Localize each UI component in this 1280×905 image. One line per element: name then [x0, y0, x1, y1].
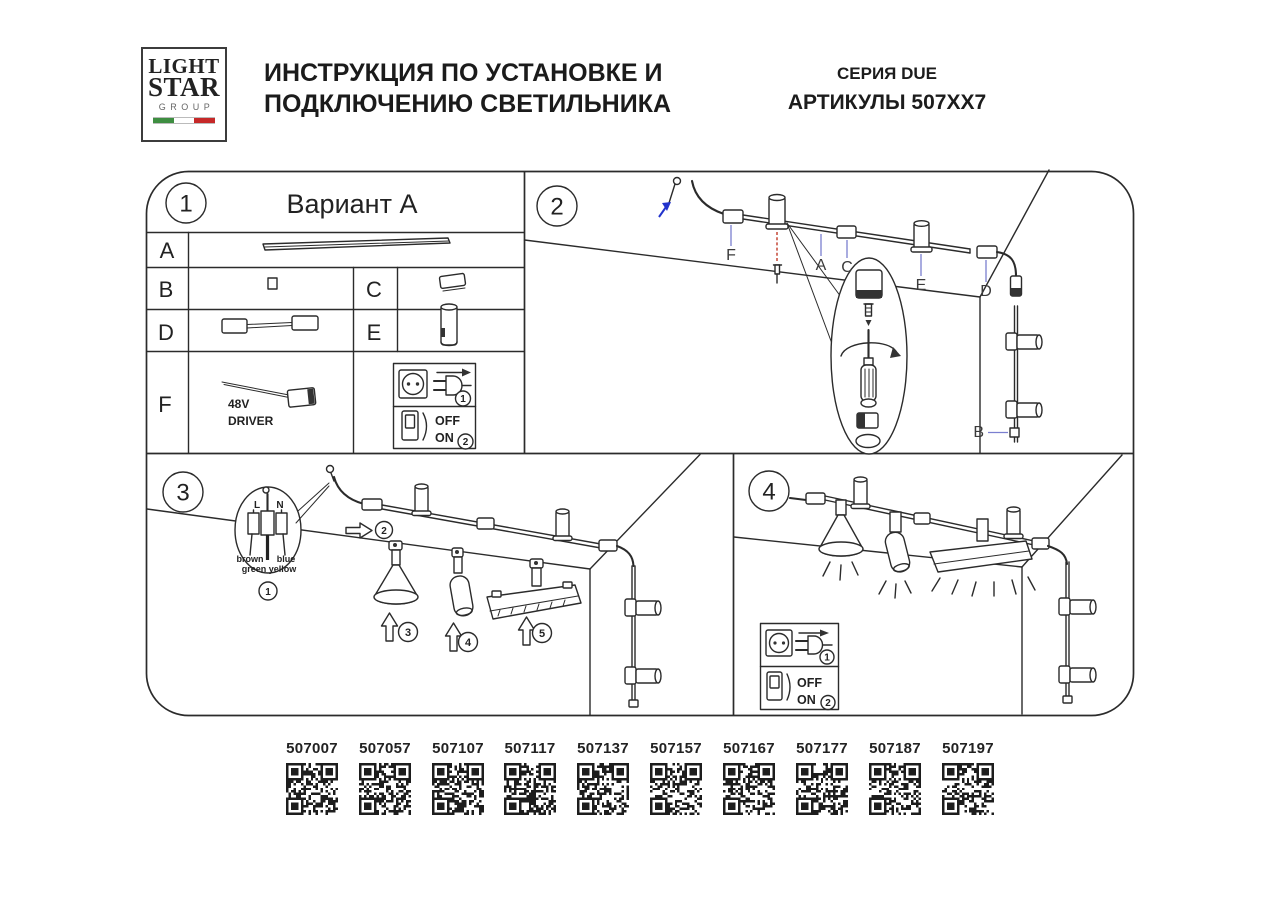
article-number: 507177 — [796, 740, 848, 757]
svg-text:1: 1 — [265, 587, 271, 598]
article-number: 507157 — [650, 740, 702, 757]
ceiling-hook-icon — [327, 466, 335, 482]
blue-arrow-icon — [659, 202, 671, 217]
step-badge-3 — [399, 623, 418, 642]
track-stand-2 — [1004, 507, 1023, 539]
qr-code-icon — [796, 763, 848, 815]
qr-code-icon — [504, 763, 556, 815]
article-number: 507107 — [432, 740, 484, 757]
part-icon-flex-link — [222, 316, 318, 333]
wire-label-brown: brown — [236, 554, 264, 564]
step-badge-5 — [533, 624, 552, 643]
driver-name-label: DRIVER — [228, 414, 274, 428]
wire-label-neutral: N — [276, 500, 284, 511]
article-item — [420, 740, 496, 820]
article-number: 507137 — [577, 740, 629, 757]
qr-code-icon — [650, 763, 702, 815]
article-number: 507057 — [359, 740, 411, 757]
article-number: 507117 — [504, 740, 556, 757]
callout-line-1 — [787, 223, 841, 297]
wall-lamp-1 — [1006, 333, 1042, 350]
wiring-detail-callout — [235, 483, 329, 574]
svg-text:1: 1 — [460, 394, 466, 405]
panel-3-number: 3 — [176, 479, 190, 507]
part-label-b: B — [973, 424, 984, 441]
feed-connector — [806, 493, 825, 504]
wall-lamp-2 — [1059, 666, 1096, 683]
legend-step-2 — [821, 696, 835, 710]
qr-code-icon — [432, 763, 484, 815]
article-item — [347, 740, 423, 820]
part-icon-track — [263, 238, 450, 250]
article-item — [711, 740, 787, 820]
step-circle-1 — [166, 183, 206, 223]
room-perspective-lines — [525, 170, 1050, 453]
wire-label-earth: green yellow — [241, 564, 297, 574]
power-cable — [334, 477, 364, 504]
wall-lamp-1 — [625, 599, 661, 616]
wall-lamp-2 — [625, 667, 661, 684]
qr-code-icon — [286, 763, 338, 815]
track-connector-c — [837, 226, 856, 238]
wire-label-live: L — [253, 500, 261, 511]
power-cable — [692, 181, 724, 214]
legend-step-1 — [456, 391, 471, 406]
row-label-b: B — [158, 277, 174, 302]
corner-cable — [617, 546, 634, 566]
wall-lamp-2 — [1006, 401, 1042, 418]
qr-code-icon — [942, 763, 994, 815]
track-stand-1 — [412, 484, 431, 516]
articles-heading: АРТИКУЛЫ 507XX7 — [787, 91, 987, 114]
row-label-a: A — [159, 238, 175, 263]
step-circle-2 — [537, 186, 577, 226]
magnifier-callout — [831, 258, 907, 454]
driver-voltage-label: 48V — [228, 397, 250, 411]
svg-text:5: 5 — [538, 628, 546, 640]
step-circle-4 — [749, 471, 789, 511]
panel-2-number: 2 — [550, 193, 564, 221]
legend-step-2 — [458, 434, 473, 449]
power-socket-icon — [766, 630, 792, 656]
power-legend-box — [761, 624, 839, 710]
article-item — [784, 740, 860, 820]
power-cable — [790, 498, 806, 500]
corner-connector-d — [977, 246, 997, 258]
article-number: 507197 — [942, 740, 994, 757]
track-connector — [914, 513, 930, 524]
mounting-screw — [774, 265, 782, 283]
power-legend-box — [394, 364, 476, 450]
article-item — [565, 740, 641, 820]
part-icon-stand-cylinder — [441, 304, 457, 346]
arrow-up-icon — [382, 613, 398, 641]
svg-text:2: 2 — [381, 526, 387, 537]
article-item — [930, 740, 1006, 820]
logo-word-group: GROUP — [158, 102, 215, 112]
article-item — [492, 740, 568, 820]
variant-title: Вариант А — [286, 189, 418, 219]
feed-connector — [362, 499, 382, 510]
track-stand-e — [911, 221, 932, 252]
row-label-f: F — [158, 392, 172, 417]
panel-3-wiring-and-lamps — [147, 455, 700, 716]
track-connector — [477, 518, 494, 529]
step-badge-1 — [259, 582, 277, 600]
slide-arrow-icon — [346, 523, 372, 538]
svg-text:1: 1 — [824, 652, 830, 664]
cylinder-lamp-installed — [879, 512, 912, 598]
panel-2-ceiling-mounting — [525, 170, 1050, 454]
track-stand-a — [766, 195, 788, 230]
qr-code-icon — [359, 763, 411, 815]
switch-on-label: ON — [797, 693, 816, 707]
wall-lamp-1 — [1059, 598, 1096, 615]
part-label-a: A — [815, 257, 827, 274]
linear-lamp — [487, 559, 581, 619]
svg-text:2: 2 — [462, 437, 469, 448]
step-badge-4 — [459, 633, 478, 652]
svg-text:3: 3 — [404, 627, 412, 639]
logo-word-light: LIGHT — [148, 54, 220, 78]
svg-text:2: 2 — [825, 698, 831, 709]
step-circle-3 — [163, 472, 203, 512]
svg-text:4: 4 — [464, 637, 472, 649]
page-title-line2: ПОДКЛЮЧЕНИЮ СВЕТИЛЬНИКА — [264, 90, 672, 118]
ceiling-hook-icon — [669, 178, 681, 204]
corner-connector — [599, 540, 617, 551]
part-label-c: C — [841, 259, 853, 276]
article-number: 507167 — [723, 740, 775, 757]
track-stand-1 — [851, 477, 870, 509]
callout-line-2 — [787, 223, 834, 349]
cylinder-lamp — [449, 548, 475, 617]
logo-word-star: STAR — [147, 72, 221, 102]
qr-code-icon — [723, 763, 775, 815]
switch-on-label: ON — [435, 431, 454, 445]
panel-1-number: 1 — [179, 190, 193, 218]
wire-label-blue: blue — [276, 554, 296, 564]
article-item — [274, 740, 350, 820]
corner-cable — [997, 252, 1016, 276]
corner-connector — [1032, 538, 1049, 549]
series-label: СЕРИЯ DUE — [836, 64, 937, 83]
article-number: 507007 — [286, 740, 338, 757]
panel-1-parts-table — [147, 183, 524, 453]
end-cap-b — [1010, 428, 1019, 437]
step-badge-2 — [376, 522, 393, 539]
part-label-e: E — [915, 277, 927, 294]
qr-code-icon — [869, 763, 921, 815]
legend-step-1 — [820, 650, 834, 664]
row-label-c: C — [366, 277, 382, 302]
row-label-d: D — [158, 320, 174, 345]
part-icon-end-cap — [268, 278, 277, 289]
part-icon-connector — [439, 273, 465, 291]
track-stand-2 — [553, 509, 572, 541]
feed-connector-f — [723, 210, 743, 223]
power-socket-icon — [399, 370, 427, 398]
panel-4-number: 4 — [762, 478, 776, 506]
article-item — [638, 740, 714, 820]
panel-4-finished-installation — [734, 455, 1122, 714]
cone-lamp-installed — [819, 500, 863, 580]
part-label-f: F — [726, 247, 736, 264]
wall-track — [629, 566, 638, 707]
article-number: 507187 — [869, 740, 921, 757]
article-item — [857, 740, 933, 820]
row-label-e: E — [366, 320, 382, 345]
switch-off-label: OFF — [435, 414, 460, 428]
page-title-line1: ИНСТРУКЦИЯ ПО УСТАНОВКЕ И — [264, 59, 663, 87]
cone-lamp — [374, 541, 418, 604]
switch-off-label: OFF — [797, 676, 822, 690]
corner-cable — [1048, 546, 1067, 564]
qr-code-icon — [577, 763, 629, 815]
part-label-d: D — [980, 283, 992, 300]
